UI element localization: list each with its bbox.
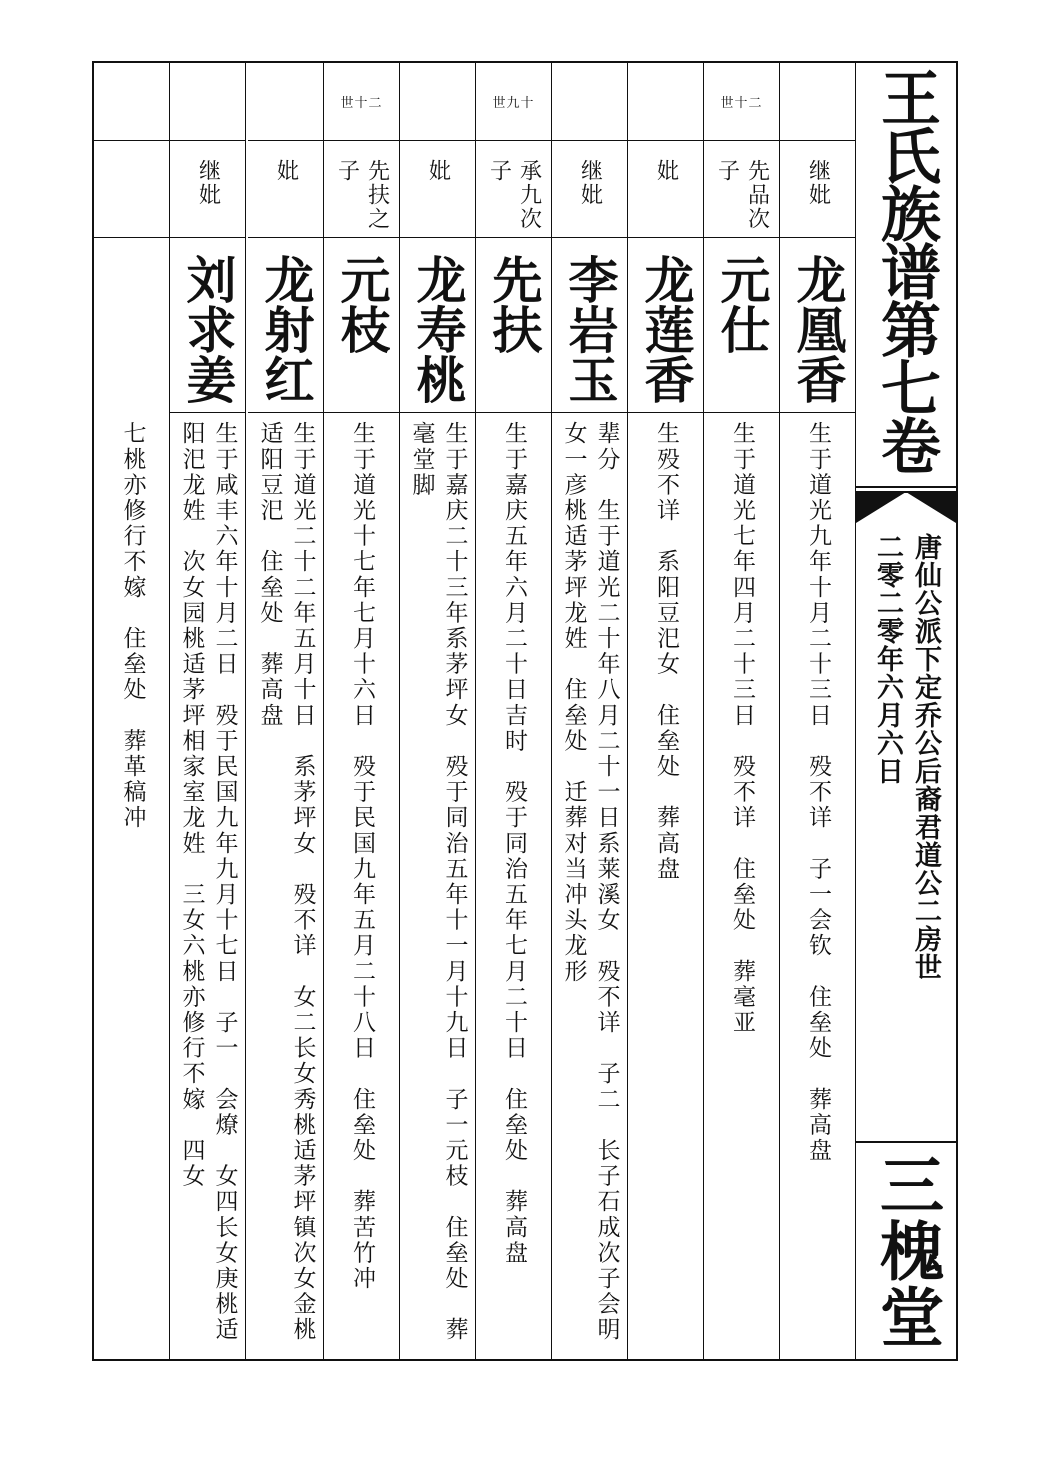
biography-text: 生于道光二十二年五月十日 系茅坪女 殁不详 女二长女秀桃适茅坪镇次女金桃适阳豆汜 住垒处 葬高盘: [256, 421, 316, 1343]
generation-label: [170, 63, 245, 141]
relation-label: 妣: [653, 159, 679, 183]
generation-label: [780, 63, 855, 141]
entry-column-5: [476, 63, 552, 1359]
biography-text: 辈分 生于道光二十年八月二十一日系莱溪女 殁不详 子二 长子石成次子会明 女一彦桃适茅坪龙姓 住垒处 迁葬对当冲头龙形: [560, 421, 620, 1369]
relation-label: 先扶之子: [334, 159, 390, 231]
entry-column-3: [628, 63, 704, 1359]
biography-text: 生于道光十七年七月十六日 殁于民国九年五月二十八日 住垒处 葬苦竹冲: [349, 421, 375, 1292]
biography-text: 生殁不详 系阳豆汜女 住垒处 葬高盘: [653, 421, 679, 882]
generation-label: [400, 63, 475, 141]
generation-label: [552, 63, 627, 141]
relation-label: 妣: [273, 159, 299, 183]
person-name: 李岩玉: [560, 254, 620, 404]
title-date: 二零二零年六月六日: [872, 533, 903, 785]
person-name: 先扶: [484, 254, 544, 354]
generation-label: [248, 63, 323, 141]
genealogy-page: [92, 61, 958, 1369]
generation-label: 世十二: [704, 63, 779, 141]
continuation-column: [94, 413, 170, 1359]
entry-column-7: [324, 63, 400, 1359]
biography-text: 生于嘉庆二十三年系茅坪女 殁于同治五年十一月十九日 子一元枝 住垒处 葬毫堂脚: [408, 421, 468, 1343]
hall-name: 三槐堂: [869, 1152, 944, 1350]
relation-label: 先品次子: [714, 159, 770, 231]
title-lineage: 唐仙公派下定乔公后裔君道公二房世: [910, 533, 941, 981]
generation-label: 世九十: [476, 63, 551, 141]
entry-column-9: [170, 63, 246, 1359]
relation-label: 承九次子: [486, 159, 542, 231]
book-title: 王氏族谱第七卷: [871, 67, 941, 473]
person-name: 龙莲香: [636, 254, 696, 404]
biography-text: 七桃亦修行不嫁 住垒处 葬革稿冲: [119, 421, 146, 831]
person-name: 龙凰香: [788, 254, 848, 404]
generation-label: [94, 63, 169, 141]
biography-text: 生于嘉庆五年六月二十日吉时 殁于同治五年七月二十日 住垒处 葬高盘: [501, 421, 527, 1266]
relation-label: 继妣: [805, 159, 831, 207]
person-name: 龙射红: [256, 254, 316, 404]
entry-column-8: [248, 63, 324, 1359]
generation-label: [628, 63, 703, 141]
entry-column-2: [704, 63, 780, 1359]
person-name: 刘求姜: [178, 254, 238, 404]
relation-label: 继妣: [577, 159, 603, 207]
relation-label: 妣: [425, 159, 451, 183]
person-name: 元仕: [712, 254, 772, 354]
person-name: 龙寿桃: [408, 254, 468, 404]
biography-text: 生于道光七年四月二十三日 殁不详 住垒处 葬毫亚: [729, 421, 755, 1036]
entry-column-4: [552, 63, 628, 1369]
biography-text: 生于道光九年十月二十三日 殁不详 子一会钦 住垒处 葬高盘: [805, 421, 831, 1164]
title-divider: [856, 485, 956, 523]
biography-text: 生于咸丰六年十月二日 殁于民国九年九月十七日 子一 会燎 女四长女庚桃适阳汜龙姓 次女园桃适茅坪相家室龙姓 三女六桃亦修行不嫁 四女: [178, 421, 238, 1343]
entry-column-6: [400, 63, 476, 1359]
entry-column-1: [780, 63, 856, 1359]
relation-label: 继妣: [195, 159, 221, 207]
title-column: [856, 63, 956, 1359]
person-name: 元枝: [332, 254, 392, 354]
generation-label: 世十二: [324, 63, 399, 141]
